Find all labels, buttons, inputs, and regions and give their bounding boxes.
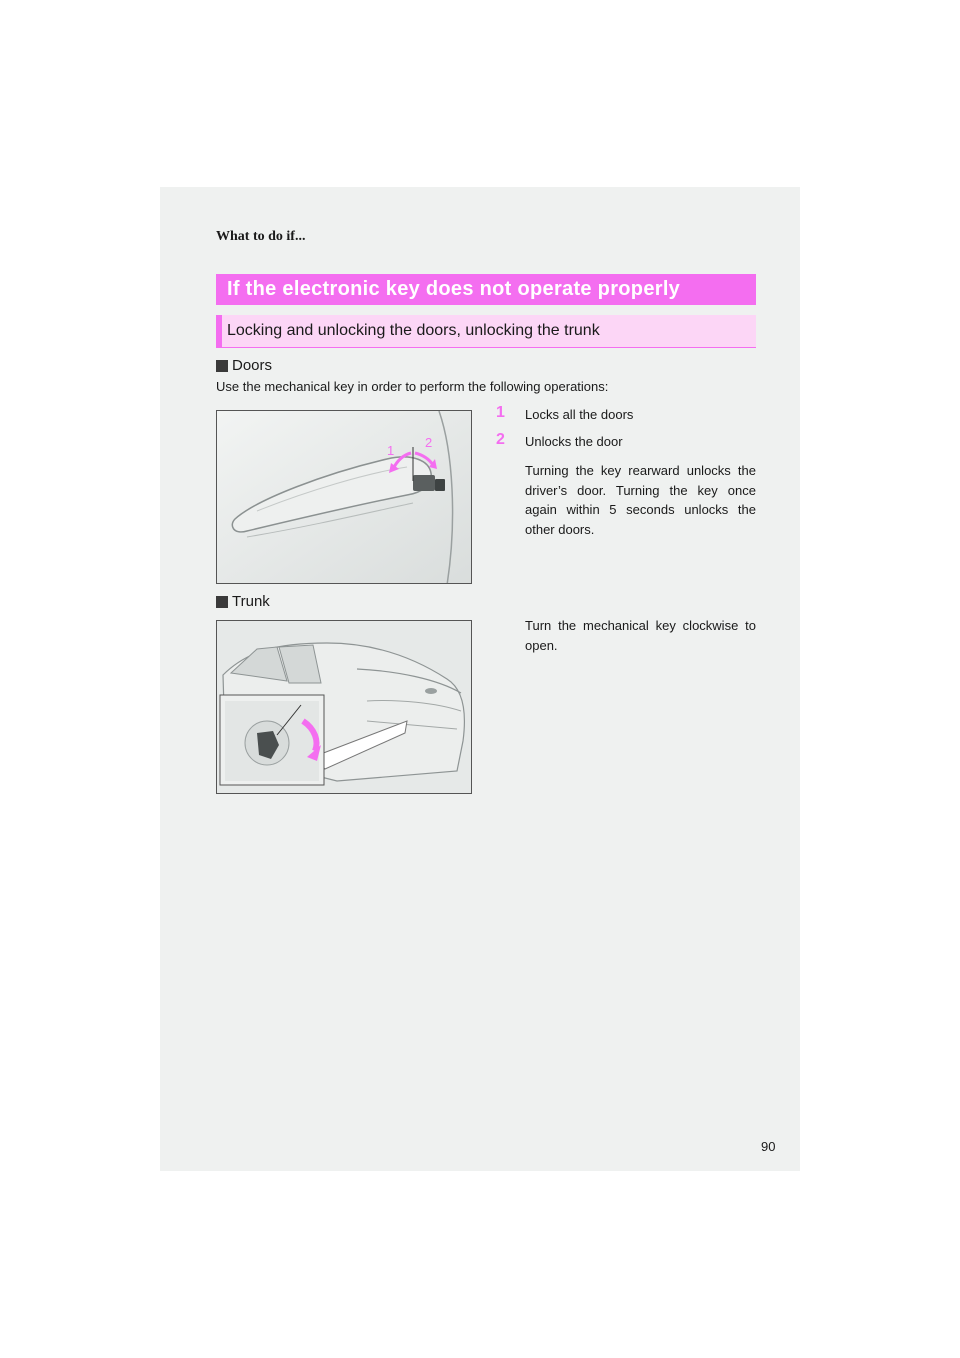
- doors-steps: [496, 405, 756, 459]
- trunk-drawing: [217, 621, 472, 794]
- doors-heading-text: Doors: [232, 357, 273, 374]
- doors-note: Turning the key rearward unlocks the driver’s door. Turning the key once again within 5 seconds unlocks the other doors.: [525, 463, 756, 537]
- step-item: [496, 432, 756, 451]
- trunk-text: Turn the mechanical key clockwise to open.: [525, 618, 756, 653]
- trunk-heading: [216, 593, 270, 610]
- subsection-title: Locking and unlocking the doors, unlocking the trunk: [216, 315, 756, 348]
- doors-heading: [216, 357, 272, 374]
- step-text: Unlocks the door: [525, 434, 623, 449]
- square-bullet-icon: [216, 596, 228, 608]
- doors-intro: Use the mechanical key in order to perform the following operations:: [216, 379, 609, 394]
- running-head: What to do if...: [216, 229, 306, 244]
- step-text: Locks all the doors: [525, 407, 634, 422]
- door-handle-illustration: [216, 410, 472, 584]
- step-number: 1: [496, 404, 505, 421]
- step-number: 2: [496, 431, 505, 448]
- trunk-illustration: [216, 620, 472, 794]
- page-number: 90: [761, 1139, 776, 1154]
- figure-label-1: 1: [387, 443, 395, 458]
- square-bullet-icon: [216, 360, 228, 372]
- section-title: If the electronic key does not operate properly: [216, 274, 756, 305]
- trunk-heading-text: Trunk: [232, 593, 270, 610]
- door-handle-drawing: [217, 411, 472, 584]
- step-item: [496, 405, 756, 424]
- manual-page: [160, 187, 800, 1171]
- figure-label-2: 2: [425, 435, 433, 450]
